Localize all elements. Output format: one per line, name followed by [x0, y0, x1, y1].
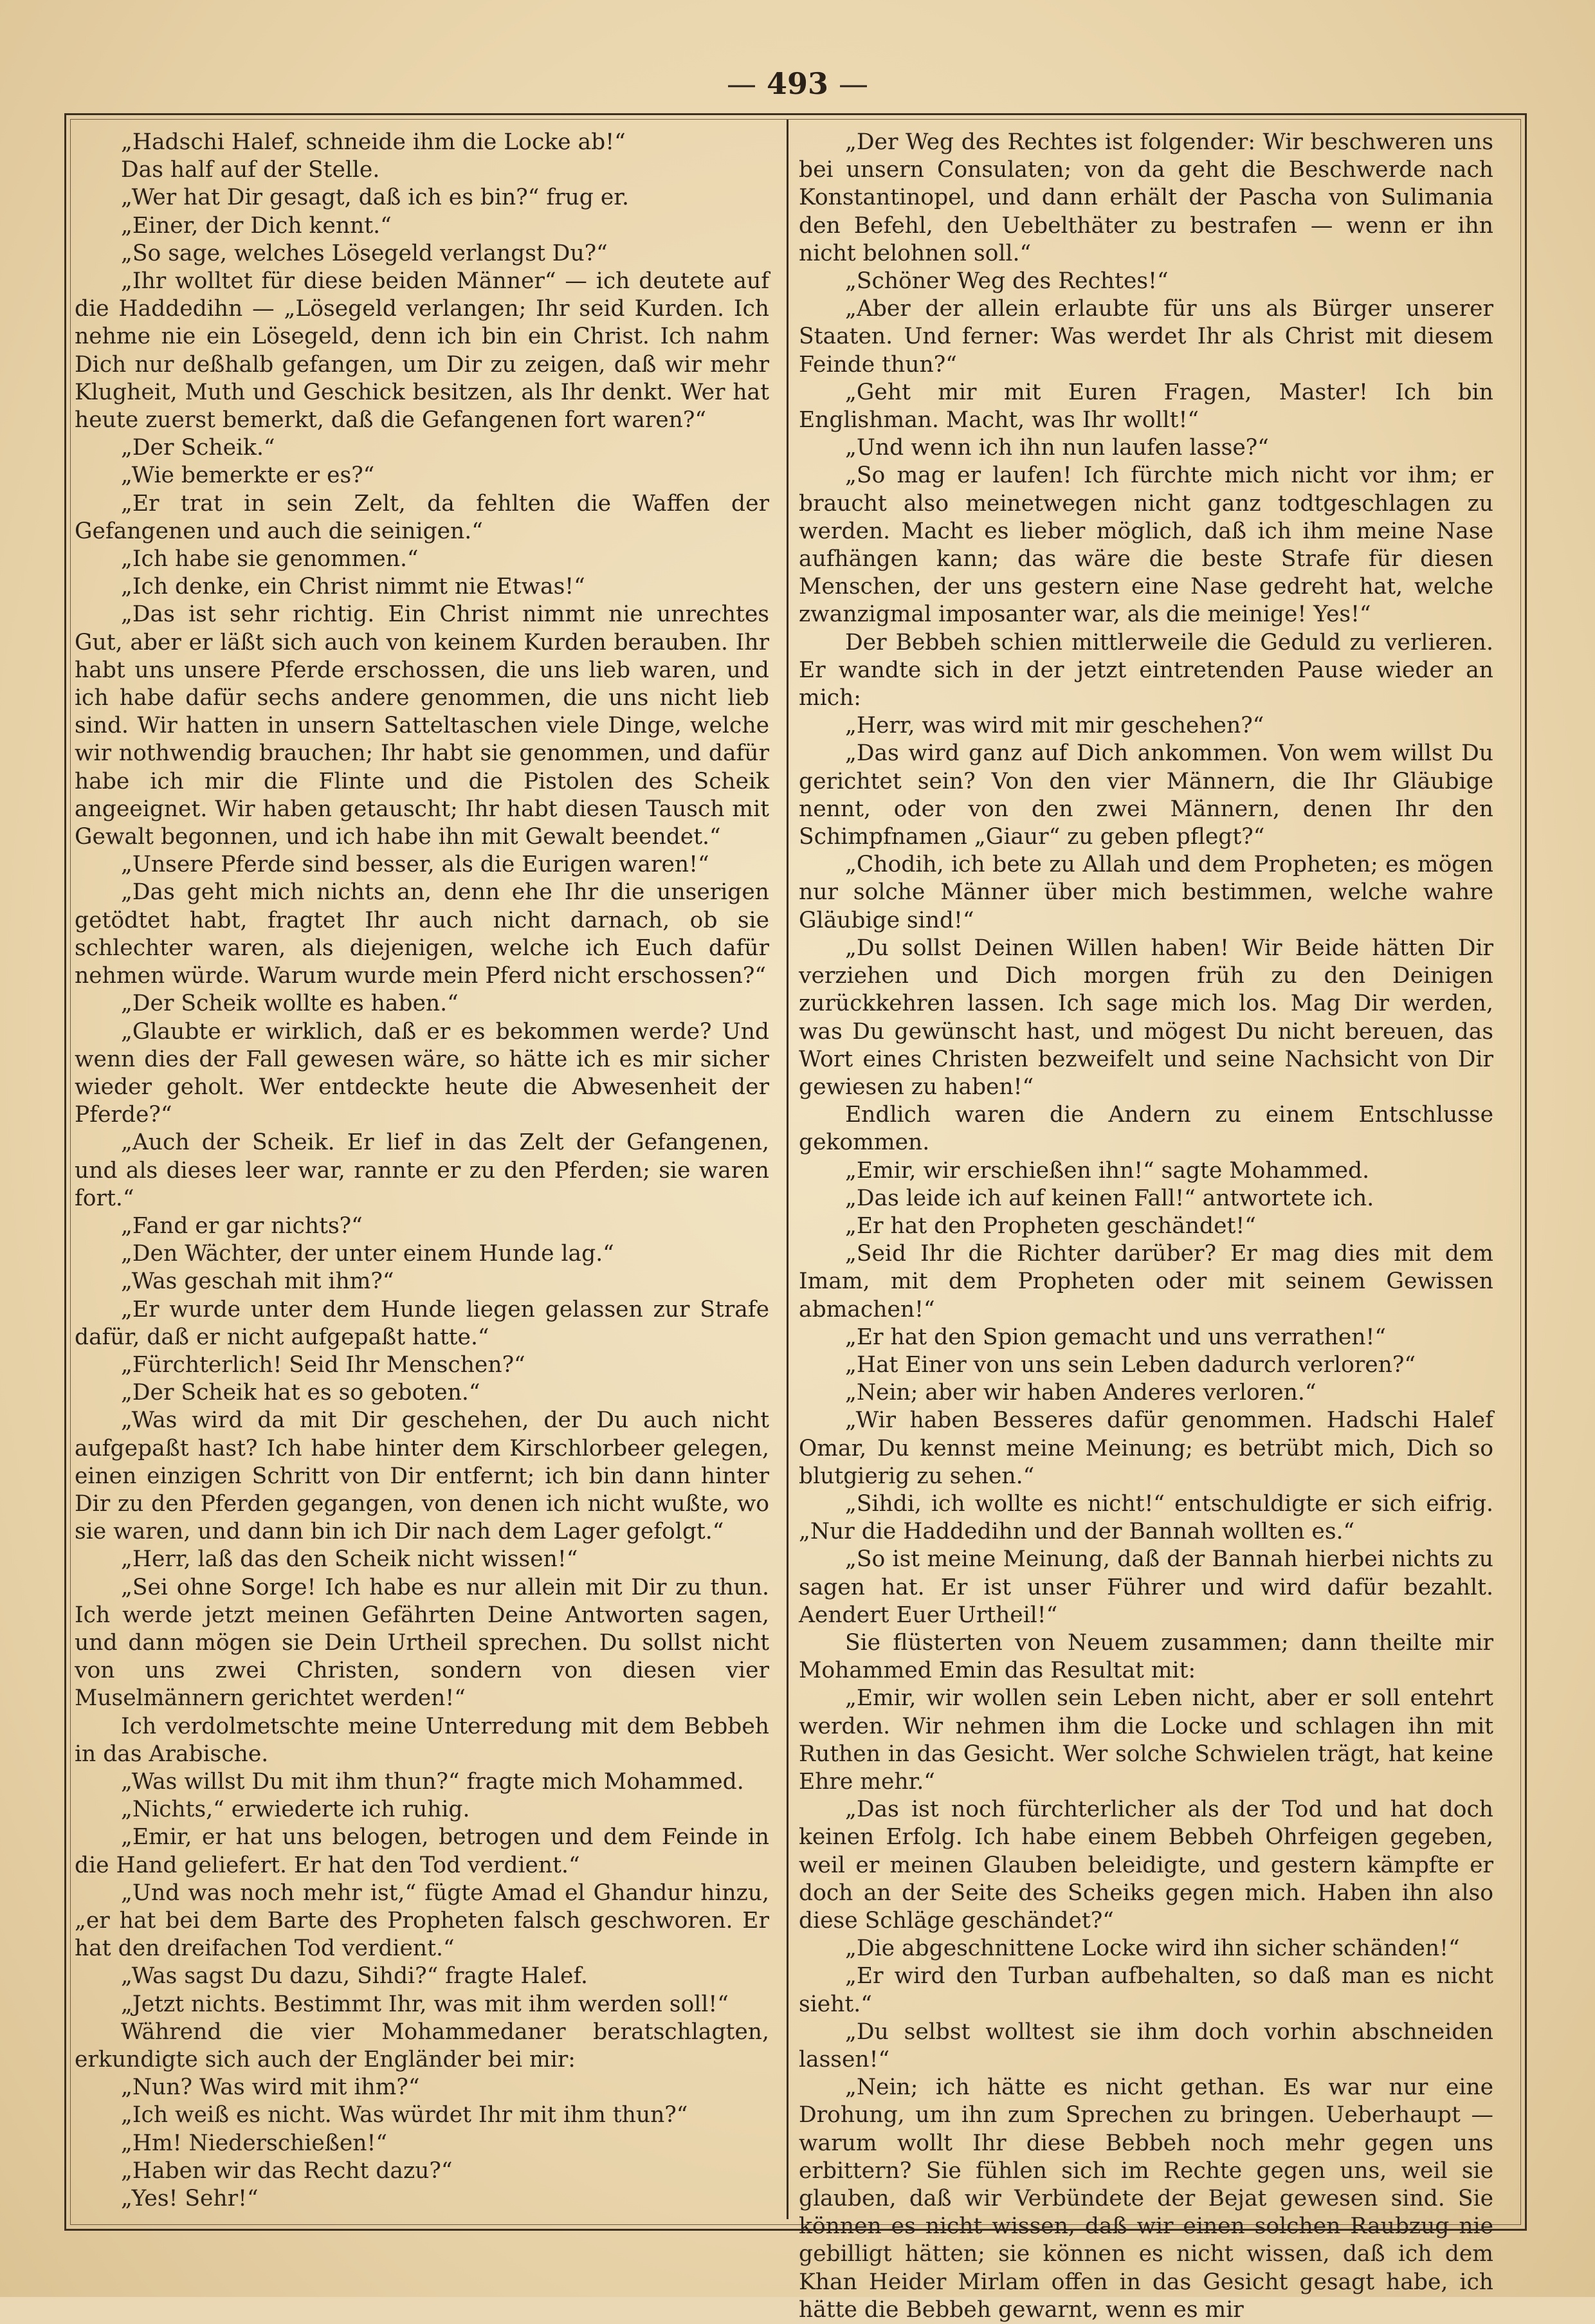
paragraph: „Was geschah mit ihm?“	[121, 1268, 394, 1295]
paragraph: „Unsere Pferde sind besser, als die Eurigen waren!“	[121, 852, 709, 878]
paragraph: „Was willst Du mit ihm thun?“ fragte mich Mohammed.	[121, 1768, 744, 1795]
paragraph: Das half auf der Stelle.	[121, 157, 380, 183]
paragraph: „So mag er laufen! Ich fürchte mich nicht vor ihm; er braucht also meinetwegen nicht ganz todtgeschlagen zu werden. Macht es lieber möglich, daß ich ihm meine Nase aufhängen kann; das wäre die beste Strafe für diesen Menschen, der uns gestern eine Nase gedreht hat, welche zwanzigmal imposanter war, als die meinige! Yes!“	[799, 462, 1493, 628]
paragraph: „Wer hat Dir gesagt, daß ich es bin?“ frug er.	[121, 185, 629, 211]
paragraph: Während die vier Mohammedaner beratschlagten, erkundigte sich auch der Engländer bei mir:	[75, 2018, 769, 2073]
paragraph: „Ich weiß es nicht. Was würdet Ihr mit ihm thun?“	[121, 2102, 688, 2128]
paragraph: „Fand er gar nichts?“	[121, 1212, 363, 1239]
left-column	[75, 129, 769, 2213]
paragraph: „Das ist noch fürchterlicher als der Tod und hat doch keinen Erfolg. Ich habe einem Bebbeh Ohrfeigen gegeben, weil er meinen Glauben beleidigte, und gestern kämpfte er doch an der Seite des Scheiks gegen mich. Haben ihn also diese Schläge geschändet?“	[799, 1797, 1493, 1934]
paragraph: „Er hat den Spion gemacht und uns verrathen!“	[845, 1324, 1386, 1350]
paragraph: „Wir haben Besseres dafür genommen. Hadschi Halef Omar, Du kennst meine Meinung; es betrübt mich, Dich so blutgierig zu sehen.“	[799, 1407, 1493, 1489]
paragraph: „Der Scheik.“	[121, 435, 275, 461]
paragraph: „Aber der allein erlaubte für uns als Bürger unserer Staaten. Und ferner: Was werdet Ihr als Christ mit diesem Feinde thun?“	[799, 296, 1493, 378]
column-divider	[787, 120, 788, 2219]
paragraph: „Du selbst wolltest sie ihm doch vorhin abschneiden lassen!“	[799, 2018, 1493, 2073]
paragraph: „Du sollst Deinen Willen haben! Wir Beide hätten Dir verziehen und Dich morgen früh zu den Deinigen zurückkehren lassen. Ich sage mich los. Mag Dir werden, was Du gewünscht hast, und mögest Du nicht bereuen, das Wort eines Christen bezweifelt und seine Nachsicht von Dir gewiesen zu haben!“	[799, 935, 1493, 1100]
paragraph: „Er wird den Turban aufbehalten, so daß man es nicht sieht.“	[799, 1963, 1493, 2017]
paragraph: „Der Scheik hat es so geboten.“	[121, 1380, 480, 1406]
paragraph: Ich verdolmetschte meine Unterredung mit dem Bebbeh in das Arabische.	[75, 1713, 769, 1767]
paragraph: „Die abgeschnittene Locke wird ihn sicher schänden!“	[845, 1935, 1460, 1962]
paragraph: „Jetzt nichts. Bestimmt Ihr, was mit ihm werden soll!“	[121, 1991, 729, 2017]
paragraph: „Ihr wolltet für diese beiden Männer“ — ich deutete auf die Haddedihn — „Lösegeld verlangen; Ihr seid Kurden. Ich nehme nie ein Lösegeld, denn ich bin ein Christ. Ich nahm Dich nur deßhalb gefangen, um Dir zu zeigen, daß wir mehr Klugheit, Muth und Geschick besitzen, als Ihr denkt. Wer hat heute zuerst bemerkt, daß die Gefangenen fort waren?“	[75, 268, 769, 434]
paragraph: „Sei ohne Sorge! Ich habe es nur allein mit Dir zu thun. Ich werde jetzt meinen Gefährten Deine Antworten sagen, und dann mögen sie Dein Urtheil sprechen. Du sollst nicht von uns zwei Christen, sondern von diesen vier Muselmännern gerichtet werden!“	[75, 1574, 769, 1712]
paragraph: „Auch der Scheik. Er lief in das Zelt der Gefangenen, und als dieses leer war, rannte er zu den Pferden; sie waren fort.“	[75, 1130, 769, 1211]
paragraph: „Nun? Was wird mit ihm?“	[121, 2074, 420, 2101]
paragraph: „Chodih, ich bete zu Allah und dem Propheten; es mögen nur solche Männer über mich bestimmen, welche wahre Gläubige sind!“	[799, 852, 1493, 933]
paragraph: „Das geht mich nichts an, denn ehe Ihr die unserigen getödtet habt, fragtet Ihr auch nicht darnach, ob sie schlechter waren, als diejenigen, welche ich Euch dafür nehmen würde. Warum wurde mein Pferd nicht erschossen?“	[75, 879, 769, 989]
paragraph: „Und wenn ich ihn nun laufen lasse?“	[845, 435, 1269, 461]
paragraph: „Herr, was wird mit mir geschehen?“	[845, 713, 1264, 739]
paragraph: „So sage, welches Lösegeld verlangst Du?“	[121, 240, 608, 266]
paragraph: „Er wurde unter dem Hunde liegen gelassen zur Strafe dafür, daß er nicht aufgepaßt hatte.“	[75, 1296, 769, 1350]
paragraph: „Seid Ihr die Richter darüber? Er mag dies mit dem Imam, mit dem Propheten oder mit seinem Gewissen abmachen!“	[799, 1241, 1493, 1322]
paragraph: „Den Wächter, der unter einem Hunde lag.“	[121, 1241, 614, 1267]
paragraph: „Nein; ich hätte es nicht gethan. Es war nur eine Drohung, um ihn zum Sprechen zu bringen. Ueberhaupt — warum wollt Ihr diese Bebbeh noch mehr gegen uns erbittern? Sie fühlen sich im Rechte gegen uns, weil sie glauben, daß wir Verbündete der Bejat gewesen sind. Sie können es nicht wissen, daß wir einen solchen Raubzug nie gebilligt hätten; sie können es nicht wissen, daß ich dem Khan Heider Mirlam offen in das Gesicht gesagt habe, ich hätte die Bebbeh gewarnt, wenn es mir	[799, 2074, 1493, 2323]
paragraph: „Haben wir das Recht dazu?“	[121, 2157, 453, 2184]
paragraph: „Sihdi, ich wollte es nicht!“ entschuldigte er sich eifrig. „Nur die Haddedihn und der Bannah wollten es.“	[799, 1490, 1493, 1545]
paragraph: „Das ist sehr richtig. Ein Christ nimmt nie unrechtes Gut, aber er läßt sich auch von keinem Kurden berauben. Ihr habt uns unsere Pferde erschossen, die uns lieb waren, und ich habe dafür sechs andere genommen, die uns nicht lieb sind. Wir hatten in unsern Satteltaschen viele Dinge, welche wir nothwendig brauchen; Ihr habt sie genommen, und dafür habe ich mir die Flinte und die Pistolen des Scheik angeeignet. Wir haben getauscht; Ihr habt diesen Tausch mit Gewalt begonnen, und ich habe ihn mit Gewalt beendet.“	[75, 601, 769, 850]
page-number-value: 493	[766, 66, 829, 101]
page-number	[695, 64, 900, 103]
paragraph: „Und was noch mehr ist,“ fügte Amad el Ghandur hinzu, „er hat bei dem Barte des Propheten falsch geschworen. Er hat den dreifachen Tod verdient.“	[75, 1880, 769, 1962]
paragraph: „Emir, er hat uns belogen, betrogen und dem Feinde in die Hand geliefert. Er hat den Tod verdient.“	[75, 1824, 769, 1878]
paragraph: „Hadschi Halef, schneide ihm die Locke ab!“	[121, 129, 626, 155]
paragraph: „Ich denke, ein Christ nimmt nie Etwas!“	[121, 574, 585, 600]
paragraph: „Emir, wir erschießen ihn!“ sagte Mohammed.	[845, 1157, 1370, 1184]
paragraph: „Emir, wir wollen sein Leben nicht, aber er soll entehrt werden. Wir nehmen ihm die Locke und schlagen ihn mit Ruthen in das Gesicht. Wer solche Schwielen trägt, hat keine Ehre mehr.“	[799, 1685, 1493, 1795]
paragraph: „Geht mir mit Euren Fragen, Master! Ich bin Englishman. Macht, was Ihr wollt!“	[799, 379, 1493, 434]
paragraph: „So ist meine Meinung, daß der Bannah hierbei nichts zu sagen hat. Er ist unser Führer und wird dafür bezahlt. Aendert Euer Urtheil!“	[799, 1546, 1493, 1628]
paragraph: „Yes! Sehr!“	[121, 2186, 259, 2212]
ornament-dash-left: —	[726, 66, 756, 101]
paragraph: „Der Scheik wollte es haben.“	[121, 991, 459, 1017]
paragraph: „Hat Einer von uns sein Leben dadurch verloren?“	[845, 1351, 1416, 1378]
right-column	[799, 129, 1493, 2323]
paragraph: „Hm! Niederschießen!“	[121, 2130, 388, 2156]
paragraph: „Wie bemerkte er es?“	[121, 462, 375, 489]
paragraph: „Nichts,“ erwiederte ich ruhig.	[121, 1797, 470, 1823]
paragraph: „Das wird ganz auf Dich ankommen. Von wem willst Du gerichtet sein? Von den vier Männern, die Ihr Gläubige nennt, oder von den zwei Männern, denen Ihr den Schimpfnamen „Giaur“ zu geben pflegt?“	[799, 740, 1493, 850]
paragraph: „Fürchterlich! Seid Ihr Menschen?“	[121, 1351, 525, 1378]
ornament-dash-right: —	[839, 66, 869, 101]
paragraph: „Er trat in sein Zelt, da fehlten die Waffen der Gefangenen und auch die seinigen.“	[75, 490, 769, 544]
paragraph: „Was sagst Du dazu, Sihdi?“ fragte Halef.	[121, 1963, 588, 1990]
paragraph: Endlich waren die Andern zu einem Entschlusse gekommen.	[799, 1102, 1493, 1156]
paragraph: „Der Weg des Rechtes ist folgender: Wir beschweren uns bei unsern Consulaten; von da geht die Beschwerde nach Konstantinopel, und dann erhält der Pascha von Sulimania den Befehl, den Uebelthäter zu bestrafen — wenn er ihn nicht belohnen soll.“	[799, 129, 1493, 266]
paragraph: „Was wird da mit Dir geschehen, der Du auch nicht aufgepaßt hast? Ich habe hinter dem Kirschlorbeer gelegen, einen einzigen Schritt von Dir entfernt; ich bin dann hinter Dir zu den Pferden gegangen, von denen ich nicht wußte, wo sie waren, und dann bin ich Dir nach dem Lager gefolgt.“	[75, 1407, 769, 1545]
paragraph: „Glaubte er wirklich, daß er es bekommen werde? Und wenn dies der Fall gewesen wäre, so hätte ich es mir sicher wieder geholt. Wer entdeckte heute die Abwesenheit der Pferde?“	[75, 1018, 769, 1128]
paragraph: „Herr, laß das den Scheik nicht wissen!“	[121, 1546, 578, 1573]
paragraph: „Einer, der Dich kennt.“	[121, 212, 392, 239]
paragraph: Sie flüsterten von Neuem zusammen; dann theilte mir Mohammed Emin das Resultat mit:	[799, 1629, 1493, 1684]
paragraph: „Das leide ich auf keinen Fall!“ antwortete ich.	[845, 1185, 1374, 1211]
paragraph: „Schöner Weg des Rechtes!“	[845, 268, 1169, 295]
paragraph: „Ich habe sie genommen.“	[121, 546, 419, 572]
paragraph: Der Bebbeh schien mittlerweile die Geduld zu verlieren. Er wandte sich in der jetzt eintretenden Pause wieder an mich:	[799, 629, 1493, 711]
paragraph: „Nein; aber wir haben Anderes verloren.“	[845, 1380, 1317, 1406]
paragraph: „Er hat den Propheten geschändet!“	[845, 1212, 1256, 1239]
